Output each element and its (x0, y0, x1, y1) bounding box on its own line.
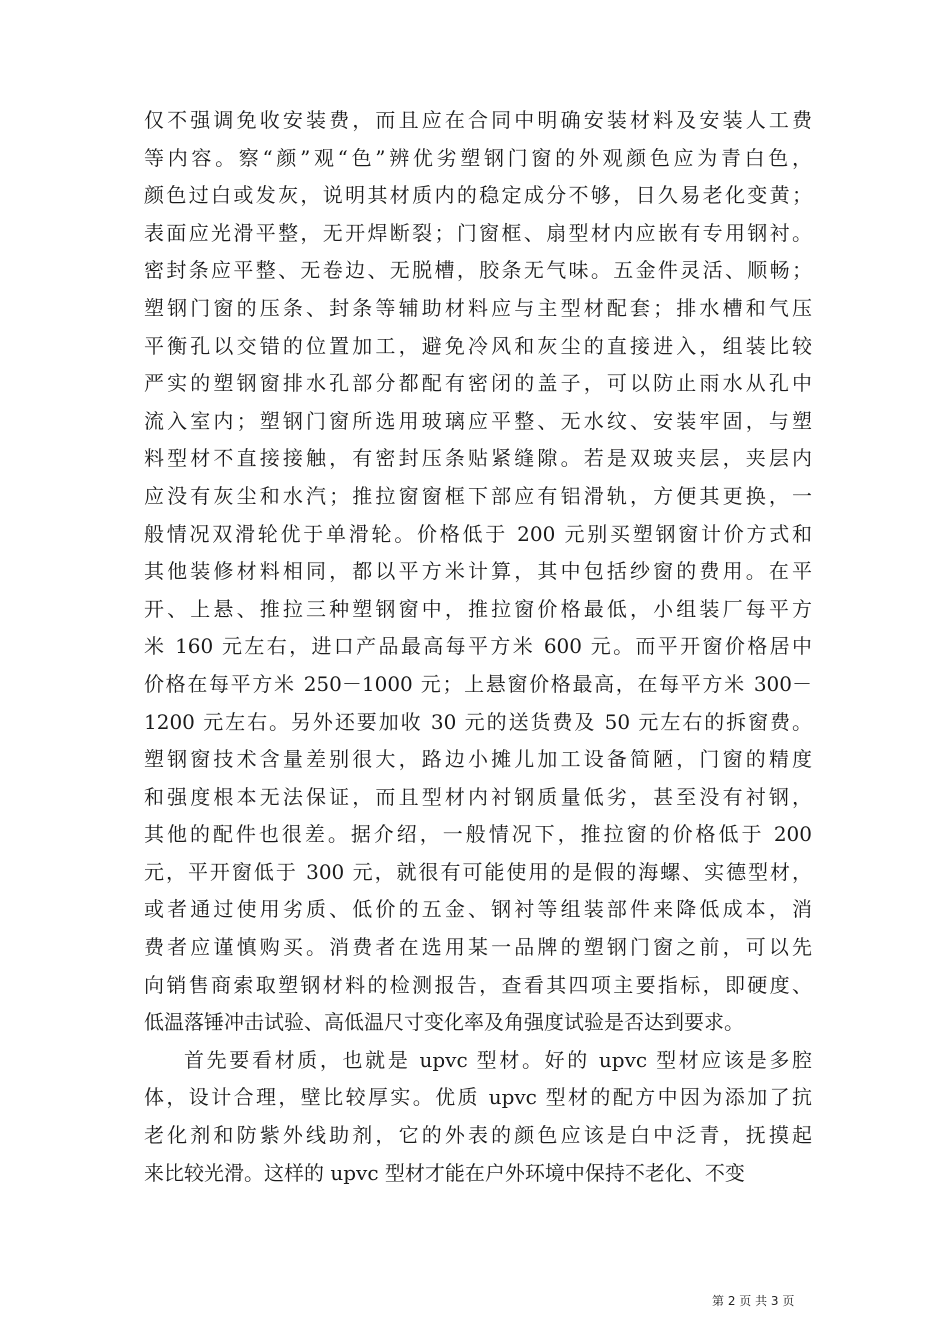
text-line: 流入室内；塑钢门窗所选用玻璃应平整、无水纹、安装牢固，与塑 (144, 408, 812, 433)
text-line: 应没有灰尘和水汽；推拉窗窗框下部应有铝滑轨，方便其更换，一 (144, 483, 812, 508)
text-line: 或者通过使用劣质、低价的五金、钢衬等组装部件来降低成本，消 (144, 897, 812, 922)
text-line: 体，设计合理，壁比较厚实。优质 upvc 型材的配方中因为添加了抗 (144, 1085, 812, 1110)
text-line: 其他装修材料相同，都以平方米计算，其中包括纱窗的费用。在平 (144, 559, 812, 584)
text-line: 料型材不直接接触，有密封压条贴紧缝隙。若是双玻夹层，夹层内 (144, 446, 812, 471)
text-line: 价格在每平方米 250－1000 元；上悬窗价格最高，在每平方米 300－ (144, 671, 812, 696)
text-line: 低温落锤冲击试验、高低温尺寸变化率及角强度试验是否达到要求。 (144, 1010, 744, 1035)
text-line: 开、上悬、推拉三种塑钢窗中，推拉窗价格最低，小组装厂每平方 (144, 596, 812, 621)
text-line: 等内容。察“颜”观“色”辨优劣塑钢门窗的外观颜色应为青白色， (144, 145, 812, 170)
text-line: 和强度根本无法保证，而且型材内衬钢质量低劣，甚至没有衬钢， (144, 784, 812, 809)
text-line: 表面应光滑平整，无开焊断裂；门窗框、扇型材内应嵌有专用钢衬。 (144, 220, 812, 245)
text-line: 元，平开窗低于 300 元，就很有可能使用的是假的海螺、实德型材， (144, 859, 812, 884)
text-line: 来比较光滑。这样的 upvc 型材才能在户外环境中保持不老化、不变 (144, 1160, 745, 1185)
text-line: 颜色过白或发灰，说明其材质内的稳定成分不够，日久易老化变黄； (144, 183, 812, 208)
text-line: 老化剂和防紫外线助剂，它的外表的颜色应该是白中泛青，抚摸起 (144, 1123, 812, 1148)
text-line: 首先要看材质，也就是 upvc 型材。好的 upvc 型材应该是多腔 (184, 1047, 812, 1072)
paragraph (144, 1042, 812, 1192)
text-line: 仅不强调免收安装费，而且应在合同中明确安装材料及安装人工费 (144, 108, 812, 132)
paragraph (144, 102, 812, 1042)
text-line: 向销售商索取塑钢材料的检测报告，查看其四项主要指标，即硬度、 (144, 972, 812, 997)
text-line: 塑钢门窗的压条、封条等辅助材料应与主型材配套；排水槽和气压 (144, 295, 812, 320)
text-line: 塑钢窗技术含量差别很大，路边小摊儿加工设备简陋，门窗的精度 (144, 747, 812, 772)
page-number: 第 2 页 共 3 页 (712, 1294, 795, 1308)
text-line: 其他的配件也很差。据介绍，一般情况下，推拉窗的价格低于 200 (144, 822, 812, 847)
text-line: 平衡孔以交错的位置加工，避免冷风和灰尘的直接进入，组装比较 (144, 333, 812, 358)
text-line: 严实的塑钢窗排水孔部分都配有密闭的盖子，可以防止雨水从孔中 (144, 371, 812, 396)
text-line: 般情况双滑轮优于单滑轮。价格低于 200 元别买塑钢窗计价方式和 (144, 521, 812, 546)
body-text (144, 102, 812, 1192)
text-line: 1200 元左右。另外还要加收 30 元的送货费及 50 元左右的拆窗费。 (144, 709, 812, 734)
text-line: 米 160 元左右，进口产品最高每平方米 600 元。而平开窗价格居中 (144, 634, 812, 659)
text-line: 密封条应平整、无卷边、无脱槽，胶条无气味。五金件灵活、顺畅； (144, 258, 812, 283)
text-line: 费者应谨慎购买。消费者在选用某一品牌的塑钢门窗之前，可以先 (144, 935, 812, 960)
